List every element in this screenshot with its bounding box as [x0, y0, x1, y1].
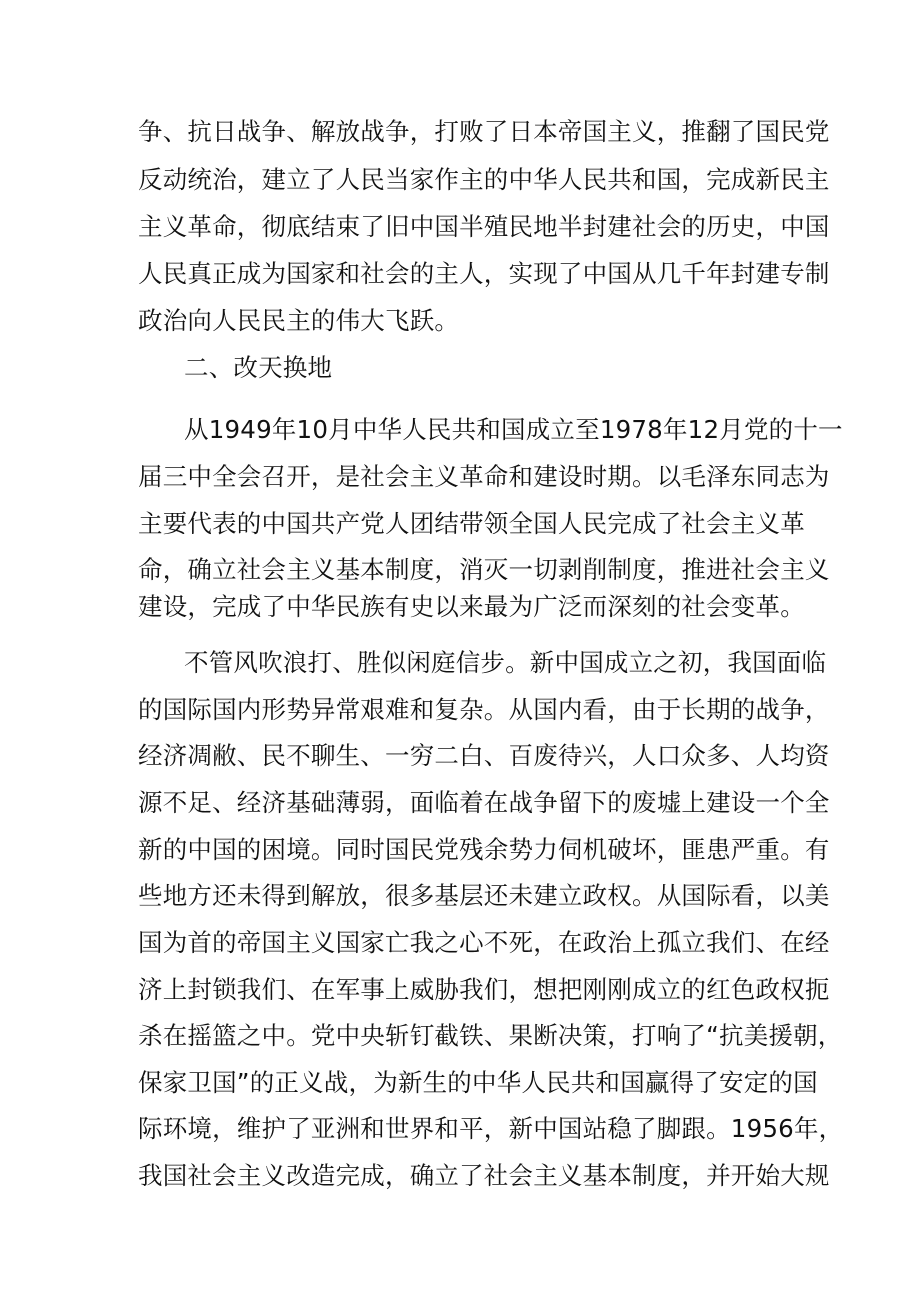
paragraph-line: 主义革命，彻底结束了旧中国半殖民地半封建社会的历史，中国 — [138, 212, 830, 241]
section-heading: 二、改天换地 — [184, 353, 333, 382]
paragraph-line: 际环境，维护了亚洲和世界和平，新中国站稳了脚跟。1956年， — [138, 1114, 844, 1143]
paragraph-line: 届三中全会召开，是社会主义革命和建设时期。以毛泽东同志为 — [138, 462, 830, 491]
paragraph-line: 政治向人民民主的伟大飞跃。 — [138, 306, 460, 335]
paragraph-line: 争、抗日战争、解放战争，打败了日本帝国主义，推翻了国民党 — [138, 117, 830, 146]
paragraph-line: 反动统治，建立了人民当家作主的中华人民共和国，完成新民主 — [138, 165, 830, 194]
paragraph-line: 保家卫国”的正义战，为新生的中华人民共和国赢得了安定的国 — [138, 1068, 818, 1097]
paragraph-line: 建设，完成了中华民族有史以来最为广泛而深刻的社会变革。 — [138, 592, 805, 621]
paragraph-line: 济上封锁我们、在军事上威胁我们，想把刚刚成立的红色政权扼 — [138, 975, 830, 1004]
paragraph-line: 的国际国内形势异常艰难和复杂。从国内看，由于长期的战争， — [138, 695, 830, 724]
paragraph-line: 主要代表的中国共产党人团结带领全国人民完成了社会主义革 — [138, 509, 805, 538]
paragraph-line: 不管风吹浪打、胜似闲庭信步。新中国成立之初，我国面临 — [184, 648, 827, 677]
paragraph-line: 国为首的帝国主义国家亡我之心不死，在政治上孤立我们、在经 — [138, 928, 830, 957]
paragraph-line: 些地方还未得到解放，很多基层还未建立政权。从国际看，以美 — [138, 881, 830, 910]
paragraph-line: 新的中国的困境。同时国民党残余势力伺机破坏，匪患严重。有 — [138, 835, 830, 864]
paragraph-line: 杀在摇篮之中。党中央斩钉截铁、果断决策，打响了“抗美援朝， — [138, 1021, 843, 1050]
paragraph-line: 人民真正成为国家和社会的主人，实现了中国从几千年封建专制 — [138, 259, 830, 288]
paragraph-line: 经济凋敝、民不聊生、一穷二白、百废待兴，人口众多、人均资 — [138, 741, 830, 770]
paragraph-line: 源不足、经济基础薄弱，面临着在战争留下的废墟上建设一个全 — [138, 788, 830, 817]
paragraph-line: 我国社会主义改造完成，确立了社会主义基本制度，并开始大规 — [138, 1161, 830, 1190]
paragraph-line: 从1949年10月中华人民共和国成立至1978年12月党的十一 — [184, 415, 843, 444]
paragraph-line: 命，确立社会主义基本制度，消灭一切剥削制度，推进社会主义 — [138, 555, 830, 584]
